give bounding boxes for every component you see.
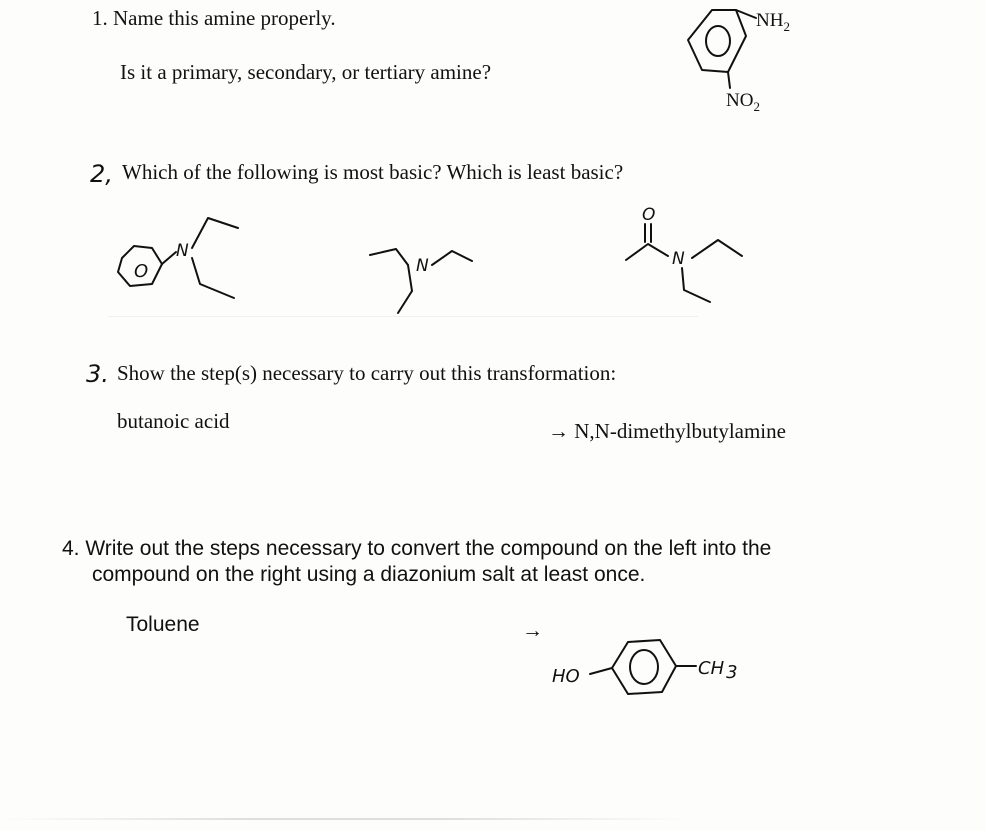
- q1-number: 1.: [92, 6, 108, 30]
- q2c-n-label: N: [672, 249, 685, 269]
- q3-prompt: Show the step(s) necessary to carry out this transformation:: [117, 361, 617, 385]
- q3-product-compound: → N,N-dimethylbutylamine: [548, 419, 786, 443]
- q1-text: Name this amine properly.: [113, 6, 336, 30]
- q4-prompt-line1: [62, 537, 771, 561]
- q2-divider: [108, 316, 698, 317]
- q4-prompt-line2: compound on the right using a diazonium salt at least once.: [92, 563, 646, 586]
- q1-nh2-label: $NH_2$: [756, 10, 790, 34]
- q1-no2-label: $NO_2$: [726, 90, 760, 114]
- q2a-ethyl-bottom: [192, 258, 234, 298]
- q2b-right-chain: [432, 251, 472, 265]
- q4-number: 4.: [62, 537, 80, 560]
- q1-subprompt: Is it a primary, secondary, or tertiary amine?: [120, 60, 492, 84]
- q2a-ethyl-top: [192, 218, 238, 248]
- q2c-carbonyl-o: O: [642, 205, 656, 225]
- q2b-bond-n-down: [408, 265, 412, 291]
- q2-structure-b: [360, 235, 500, 320]
- scan-edge-line: [0, 818, 986, 820]
- q1-prompt: [92, 6, 336, 31]
- q4-arrow: →: [522, 619, 543, 642]
- q2-structure-c: [618, 200, 758, 310]
- q2-prompt: Which of the following is most basic? Which is least basic?: [122, 160, 624, 184]
- q4-ho-label: HO: [552, 666, 580, 687]
- q2c-ethyl-down: [682, 268, 710, 302]
- q1-structure-nitroaniline: [680, 4, 790, 116]
- q2b-n-label: N: [416, 256, 429, 276]
- q1-bond-no2: [728, 72, 730, 88]
- q2c-acyl-chain: [626, 244, 668, 260]
- q2-structure-a: [108, 208, 278, 308]
- q1-ring-circle: [706, 26, 730, 56]
- q4-structure-p-cresol: [550, 628, 770, 704]
- q4-text-line1: Write out the steps necessary to convert the compound on the left into the: [85, 537, 772, 560]
- q2c-ethyl-right: [692, 240, 742, 258]
- q3-number: 3.: [86, 360, 109, 388]
- q2a-ring-label: O: [134, 261, 149, 282]
- q2b-left-chain: [370, 249, 408, 265]
- q2a-n-label: N: [176, 241, 189, 261]
- q2b-bond-down: [398, 291, 412, 313]
- q4-start-compound: Toluene: [126, 613, 200, 636]
- q3-start-compound: butanoic acid: [117, 409, 230, 433]
- q4-ch3-label: CH 3: [698, 658, 738, 683]
- q2a-bond-ring-n: [162, 252, 176, 264]
- q1-benzene-ring: [688, 10, 746, 72]
- q4-ring-circle: [630, 650, 658, 684]
- q4-benzene-ring: [612, 640, 676, 694]
- q4-bond-ho-ring: [590, 668, 612, 674]
- q2-number: 2,: [90, 160, 113, 188]
